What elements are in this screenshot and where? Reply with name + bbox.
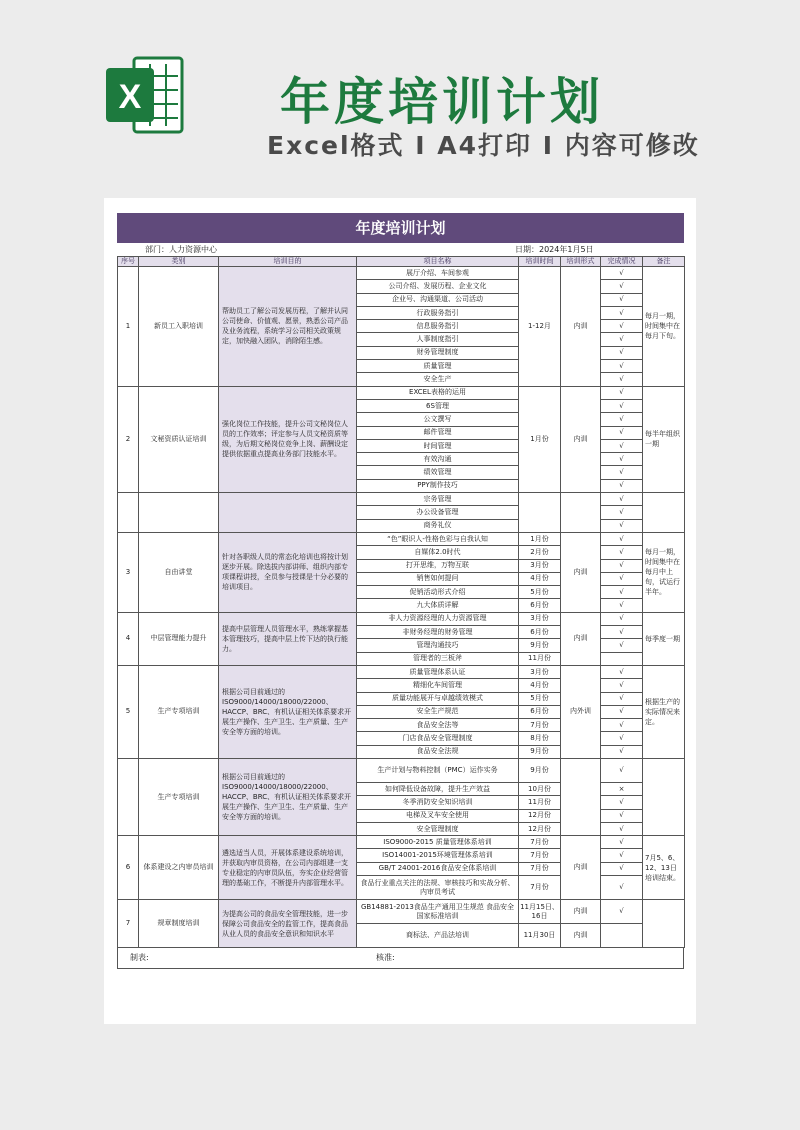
cell-status: √ — [601, 599, 643, 612]
cell-no: 5 — [118, 665, 139, 758]
table-row — [118, 532, 685, 545]
col-header-time: 培训时间 — [519, 257, 561, 267]
cell-remark — [643, 493, 685, 533]
cell-form: 内训 — [561, 836, 601, 900]
cell-project-name: “色”眼识人-性格色彩与自我认知 — [357, 532, 519, 545]
cell-project-name: 公司介绍、发展历程、企业文化 — [357, 280, 519, 293]
cell-form: 内训 — [561, 924, 601, 948]
cell-project-name: 电梯及叉车安全使用 — [357, 809, 519, 822]
cell-time: 3月份 — [519, 665, 561, 678]
cell-category: 生产专项培训 — [139, 665, 219, 758]
cell-time: 3月份 — [519, 559, 561, 572]
cell-time: 10月份 — [519, 782, 561, 795]
excel-logo — [104, 54, 186, 136]
col-header-purpose: 培训目的 — [219, 257, 357, 267]
cell-project-name: ISO14001-2015环境管理体系培训 — [357, 849, 519, 862]
table-row — [118, 665, 685, 678]
cell-status: √ — [601, 796, 643, 809]
cell-category: 新员工入职培训 — [139, 267, 219, 387]
cell-status: √ — [601, 559, 643, 572]
cell-project-name: EXCEL表格的运用 — [357, 386, 519, 399]
cell-time: 5月份 — [519, 586, 561, 599]
cell-remark: 7月5、6、12、13日培训结束。 — [643, 836, 685, 900]
cell-project-name: 安全生产 — [357, 373, 519, 386]
date-label: 日期：2024年1月5日 — [515, 245, 594, 254]
cell-no — [118, 493, 139, 533]
col-header-category: 类别 — [139, 257, 219, 267]
cell-project-name: 打开思维，万物互联 — [357, 559, 519, 572]
table-row — [118, 493, 685, 506]
cell-time: 12月份 — [519, 822, 561, 835]
cell-project-name: 办公设备管理 — [357, 506, 519, 519]
cell-no — [118, 758, 139, 835]
cell-status: √ — [601, 639, 643, 652]
cell-purpose: 遴选适当人员，开展体系建设系统培训，并获取内审员资格，在公司内部组建一支专业稳定的内审员队伍，夯实企业经营管理的基础工作，不断提升内部管理水平。 — [219, 836, 357, 900]
training-sheet — [117, 213, 684, 969]
cell-time: 4月份 — [519, 572, 561, 585]
cell-category: 文秘资质认证培训 — [139, 386, 219, 492]
cell-form: 内外训 — [561, 665, 601, 758]
cell-form: 内训 — [561, 900, 601, 924]
cell-status: √ — [601, 506, 643, 519]
cell-project-name: GB14881-2013食品生产通用卫生规范 食品安全国家标准培训 — [357, 900, 519, 924]
cell-project-name: 企业号、沟通渠道、公司活动 — [357, 293, 519, 306]
cell-status: √ — [601, 267, 643, 280]
cell-status: √ — [601, 413, 643, 426]
cell-status: √ — [601, 293, 643, 306]
cell-status: √ — [601, 333, 643, 346]
cell-form: 内训 — [561, 267, 601, 387]
cell-time: 9月份 — [519, 758, 561, 782]
cell-project-name: 信息服务指引 — [357, 320, 519, 333]
cell-project-name: 有效沟通 — [357, 453, 519, 466]
cell-project-name: 6S管理 — [357, 399, 519, 412]
cell-status: √ — [601, 809, 643, 822]
cell-time: 7月份 — [519, 862, 561, 875]
cell-status: √ — [601, 399, 643, 412]
cell-time: 11月30日 — [519, 924, 561, 948]
cell-project-name: 质量功能展开与卓越绩效模式 — [357, 692, 519, 705]
cell-status: × — [601, 782, 643, 795]
cell-time: 7月份 — [519, 849, 561, 862]
cell-status: √ — [601, 572, 643, 585]
cell-status: √ — [601, 719, 643, 732]
cell-project-name: 精细化车间管理 — [357, 679, 519, 692]
cell-project-name: 自媒体2.0时代 — [357, 546, 519, 559]
cell-remark: 每月一期，时间集中在每月中上旬，试运行半年。 — [643, 532, 685, 612]
cell-time: 1月份 — [519, 532, 561, 545]
col-header-form: 培训形式 — [561, 257, 601, 267]
cell-status: √ — [601, 745, 643, 758]
cell-project-name: ISO9000-2015 质量管理体系培训 — [357, 836, 519, 849]
cell-time: 1月份 — [519, 386, 561, 492]
cell-remark: 每月一期，时间集中在每月下旬。 — [643, 267, 685, 387]
cell-status: √ — [601, 679, 643, 692]
table-row — [118, 758, 685, 782]
cell-status: √ — [601, 479, 643, 492]
cell-project-name: 邮件管理 — [357, 426, 519, 439]
cell-project-name: 绩效管理 — [357, 466, 519, 479]
cell-status: √ — [601, 280, 643, 293]
cell-form: 内训 — [561, 386, 601, 492]
cell-project-name: 非人力资源经理的人力资源管理 — [357, 612, 519, 625]
cell-status: √ — [601, 546, 643, 559]
cell-category — [139, 493, 219, 533]
cell-project-name: 展厅介绍、车间参观 — [357, 267, 519, 280]
cell-project-name: PPY制作技巧 — [357, 479, 519, 492]
cell-time: 9月份 — [519, 745, 561, 758]
cell-no: 4 — [118, 612, 139, 665]
sheet-info-row — [117, 243, 684, 256]
cell-remark: 根据生产的实际情况来定。 — [643, 665, 685, 758]
page-subtitle: Excel格式 I A4打印 I 内容可修改 — [267, 131, 700, 160]
cell-remark: 每半年组织一期 — [643, 386, 685, 492]
col-header-status: 完成情况 — [601, 257, 643, 267]
cell-remark: 每季度一期 — [643, 612, 685, 665]
department-label: 部门：人力资源中心 — [145, 245, 217, 254]
cell-purpose: 为提高公司的食品安全管理技能，进一步保障公司食品安全的监管工作，提高食品从业人员的食品安全意识和知识水平 — [219, 900, 357, 948]
cell-project-name: 财务管理制度 — [357, 346, 519, 359]
cell-status: √ — [601, 836, 643, 849]
cell-purpose: 根据公司目前通过的ISO9000/14000/18000/22000、HACCP、BRC、有机认证相关体系要求开展生产操作、生产卫生、生产质量、生产安全等方面的培训。 — [219, 665, 357, 758]
cell-status: √ — [601, 493, 643, 506]
cell-status: √ — [601, 453, 643, 466]
cell-project-name: 行政服务指引 — [357, 306, 519, 319]
table-row — [118, 836, 685, 849]
cell-project-name: 冬季消防安全知识培训 — [357, 796, 519, 809]
cell-project-name: 宗务管理 — [357, 493, 519, 506]
cell-status: √ — [601, 586, 643, 599]
cell-status: √ — [601, 758, 643, 782]
logo-letter: X — [118, 78, 142, 116]
cell-form: 内训 — [561, 532, 601, 612]
cell-project-name: 安全生产规范 — [357, 705, 519, 718]
cell-purpose: 帮助员工了解公司发展历程，了解并认同公司使命、价值观、愿景，熟悉公司产品及业务流程，系统学习公司相关政策规定，加快融入团队，消除陌生感。 — [219, 267, 357, 387]
cell-category: 体系建设之内审员培训 — [139, 836, 219, 900]
cell-time: 6月份 — [519, 705, 561, 718]
cell-status: √ — [601, 665, 643, 678]
cell-purpose: 强化岗位工作技能，提升公司文秘岗位人员的工作效率；评定参与人员文秘资质等级，为后期文秘岗位竞争上岗、薪酬设定提供依据重点提高业务部门技能水平。 — [219, 386, 357, 492]
cell-project-name: 商标法、产品法培训 — [357, 924, 519, 948]
table-row — [118, 386, 685, 399]
cell-status: √ — [601, 426, 643, 439]
cell-project-name: 管理者的三板斧 — [357, 652, 519, 665]
cell-no: 7 — [118, 900, 139, 948]
cell-status: √ — [601, 373, 643, 386]
cell-time: 4月份 — [519, 679, 561, 692]
col-header-remark: 备注 — [643, 257, 685, 267]
cell-time: 7月份 — [519, 876, 561, 900]
cell-no: 3 — [118, 532, 139, 612]
cell-time: 5月份 — [519, 692, 561, 705]
cell-status — [601, 924, 643, 948]
cell-time: 7月份 — [519, 836, 561, 849]
cell-status: √ — [601, 386, 643, 399]
cell-status: √ — [601, 306, 643, 319]
cell-time: 3月份 — [519, 612, 561, 625]
cell-project-name: 食品安全法等 — [357, 719, 519, 732]
cell-status: √ — [601, 692, 643, 705]
cell-time: 11月份 — [519, 652, 561, 665]
cell-project-name: 人事制度指引 — [357, 333, 519, 346]
sheet-footer — [117, 948, 684, 969]
cell-category: 中层管理能力提升 — [139, 612, 219, 665]
cell-purpose: 提高中层管理人员管理水平，熟练掌握基本管理技巧，提高中层上传下达的执行能力。 — [219, 612, 357, 665]
col-header-project: 项目名称 — [357, 257, 519, 267]
cell-status: √ — [601, 626, 643, 639]
cell-project-name: 商务礼仪 — [357, 519, 519, 532]
cell-project-name: 安全管理制度 — [357, 822, 519, 835]
maker-label: 制表: — [130, 953, 149, 963]
cell-project-name: 非财务经理的财务管理 — [357, 626, 519, 639]
cell-project-name: 管理沟通技巧 — [357, 639, 519, 652]
cell-project-name: 促销活动形式介绍 — [357, 586, 519, 599]
cell-category: 生产专项培训 — [139, 758, 219, 835]
cell-no: 1 — [118, 267, 139, 387]
cell-status: √ — [601, 519, 643, 532]
cell-project-name: 九大体质详解 — [357, 599, 519, 612]
cell-status: √ — [601, 822, 643, 835]
table-row — [118, 267, 685, 280]
table-header-row — [118, 257, 685, 267]
cell-remark — [643, 758, 685, 835]
cell-project-name: 销售如何提问 — [357, 572, 519, 585]
cell-project-name: 如何降低设备故障，提升生产效益 — [357, 782, 519, 795]
cell-status: √ — [601, 732, 643, 745]
cell-status: √ — [601, 612, 643, 625]
table-body — [118, 267, 685, 948]
cell-project-name: 质量管理体系认证 — [357, 665, 519, 678]
reviewer-label: 核准: — [376, 953, 395, 963]
cell-status: √ — [601, 320, 643, 333]
cell-project-name: 公文撰写 — [357, 413, 519, 426]
cell-time: 7月份 — [519, 719, 561, 732]
table-row — [118, 900, 685, 924]
cell-purpose: 针对各职级人员的常态化培训也将按计划逐步开展。除选拔内部讲师、组织内部专项课程讲授，全员参与授课是十分必要的培训项目。 — [219, 532, 357, 612]
cell-no: 6 — [118, 836, 139, 900]
cell-status: √ — [601, 439, 643, 452]
cell-remark — [643, 900, 685, 948]
cell-project-name: GB/T 24001-2016食品安全体系培训 — [357, 862, 519, 875]
cell-status: √ — [601, 360, 643, 373]
cell-time: 11月份 — [519, 796, 561, 809]
cell-status: √ — [601, 346, 643, 359]
cell-form — [561, 493, 601, 533]
page-title: 年度培训计划 — [280, 73, 604, 131]
cell-purpose — [219, 493, 357, 533]
cell-project-name: 食品安全法规 — [357, 745, 519, 758]
cell-status — [601, 652, 643, 665]
table-row — [118, 612, 685, 625]
cell-project-name: 食品行业重点关注的法规、审核技巧和实战分析、内审员考试 — [357, 876, 519, 900]
cell-project-name: 生产计划与物料控制（PMC）运作实务 — [357, 758, 519, 782]
cell-project-name: 质量管理 — [357, 360, 519, 373]
cell-status: √ — [601, 862, 643, 875]
training-table — [117, 256, 685, 948]
cell-time: 6月份 — [519, 599, 561, 612]
cell-project-name: 门店食品安全管理制度 — [357, 732, 519, 745]
cell-time — [519, 493, 561, 533]
sheet-title: 年度培训计划 — [117, 213, 684, 243]
cell-category: 自由讲堂 — [139, 532, 219, 612]
cell-time: 12月份 — [519, 809, 561, 822]
cell-time: 1-12月 — [519, 267, 561, 387]
cell-status: √ — [601, 466, 643, 479]
cell-project-name: 时间管理 — [357, 439, 519, 452]
cell-status: √ — [601, 705, 643, 718]
cell-no: 2 — [118, 386, 139, 492]
cell-time: 8月份 — [519, 732, 561, 745]
cell-time: 2月份 — [519, 546, 561, 559]
cell-time: 9月份 — [519, 639, 561, 652]
cell-form — [561, 758, 601, 835]
cell-status: √ — [601, 532, 643, 545]
cell-status: √ — [601, 849, 643, 862]
cell-status: √ — [601, 900, 643, 924]
cell-category: 规章制度培训 — [139, 900, 219, 948]
cell-purpose: 根据公司目前通过的ISO9000/14000/18000/22000、HACCP、BRC、有机认证相关体系要求开展生产操作、生产卫生、生产质量、生产安全等方面的培训。 — [219, 758, 357, 835]
cell-time: 6月份 — [519, 626, 561, 639]
col-header-no: 序号 — [118, 257, 139, 267]
cell-status: √ — [601, 876, 643, 900]
cell-time: 11月15日、16日 — [519, 900, 561, 924]
cell-form: 内训 — [561, 612, 601, 665]
